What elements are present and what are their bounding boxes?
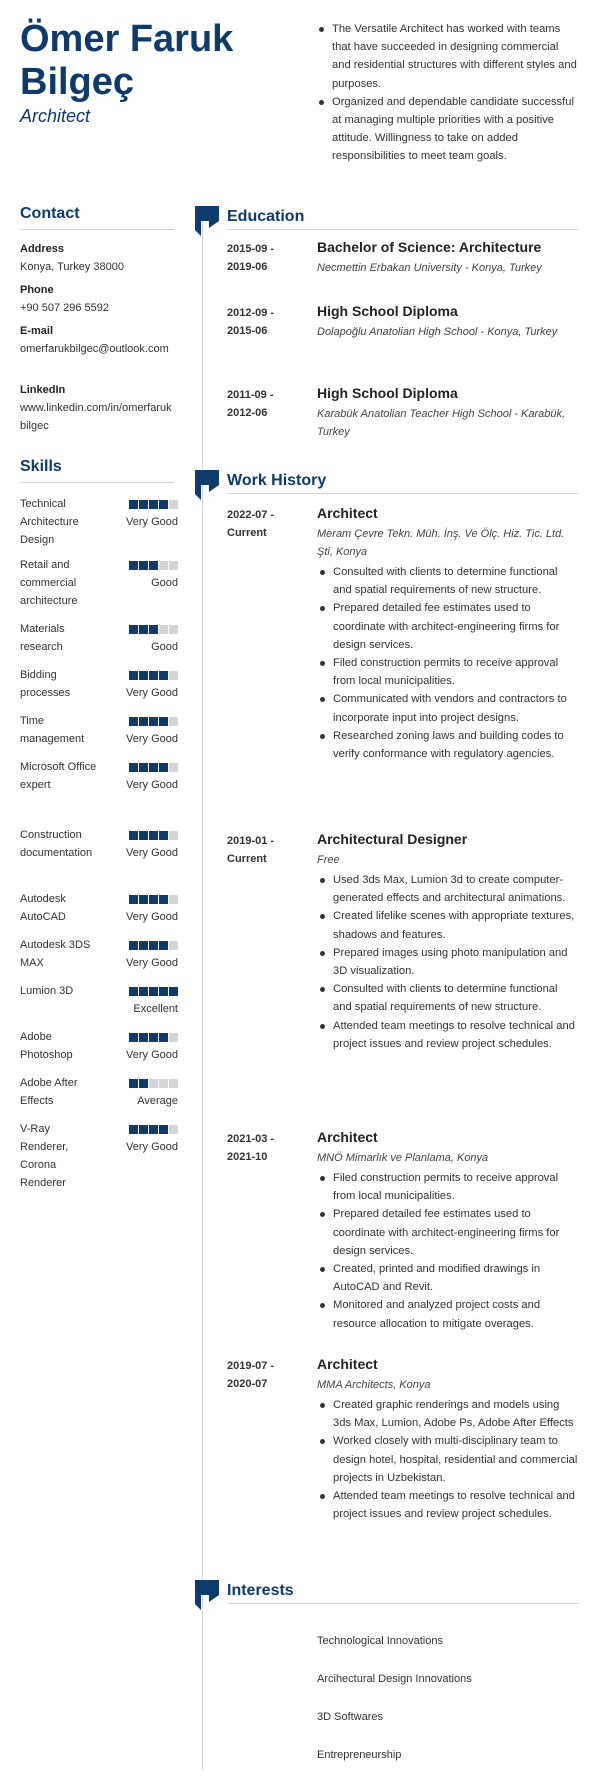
rating-segment	[169, 1125, 178, 1134]
entry-dates	[227, 386, 307, 422]
entry-bullet: Created graphic renderings and models using 3ds Max, Lumion, Adobe Ps, Adobe After Effects	[317, 1396, 579, 1432]
candidate-name: Ömer Faruk Bilgeç	[20, 18, 234, 103]
skill-row	[20, 826, 178, 886]
rating-segment	[159, 763, 168, 772]
entry-bullet: Used 3ds Max, Lumion 3d to create computer-generated effects and architectural animations.	[317, 871, 579, 907]
rating-segment	[129, 1125, 138, 1134]
contact-value: Konya, Turkey 38000	[20, 261, 124, 273]
contact-value[interactable]: omerfarukbilgec@outlook.com	[20, 343, 169, 355]
skill-name: Technical Architecture Design	[20, 498, 79, 546]
entry-bullet: Created, printed and modified drawings in AutoCAD and Revit.	[317, 1260, 579, 1296]
skill-level: Very Good	[126, 687, 178, 699]
entry-organization: MNÖ Mimarlık ve Planlama, Konya	[317, 1152, 489, 1164]
rating-segment	[149, 987, 158, 996]
rating-segment	[139, 1033, 148, 1042]
skill-name: Microsoft Office expert	[20, 761, 97, 791]
skill-rating-bar	[129, 987, 178, 996]
rating-segment	[169, 763, 178, 772]
rating-segment	[149, 1033, 158, 1042]
entry-body	[317, 830, 579, 1053]
skill-name: Time management	[20, 715, 85, 745]
entry-bullets	[317, 871, 579, 1053]
entry-bullet: Consulted with clients to determine functional and spatial requirements of new structure.	[317, 980, 579, 1016]
entry-organization: Free	[317, 854, 340, 866]
skill-name: Adobe Photoshop	[20, 1031, 73, 1061]
flag-icon	[195, 1580, 219, 1610]
entry-bullet: Filed construction permits to receive approval from local municipalities.	[317, 654, 579, 690]
rating-segment	[169, 1079, 178, 1088]
rating-segment	[159, 831, 168, 840]
work-section-header	[195, 470, 579, 500]
entry-dates	[227, 506, 307, 542]
rating-segment	[149, 895, 158, 904]
entry-bullet: Prepared detailed fee estimates used to coordinate with architect-engineering firms for design services.	[317, 599, 579, 654]
skill-level: Excellent	[133, 1003, 178, 1015]
rating-segment	[139, 625, 148, 634]
skill-level: Good	[151, 641, 178, 653]
rating-segment	[159, 895, 168, 904]
entry-body	[317, 302, 579, 341]
entry-title: Architect	[317, 1129, 378, 1145]
skill-level: Very Good	[126, 733, 178, 745]
contact-value: +90 507 296 5592	[20, 302, 110, 314]
entry-dates	[227, 832, 307, 868]
rating-segment	[159, 987, 168, 996]
rating-segment	[159, 625, 168, 634]
skill-level: Very Good	[126, 516, 178, 528]
rating-segment	[139, 671, 148, 680]
rating-segment	[169, 671, 178, 680]
skill-name: Autodesk 3DS MAX	[20, 939, 91, 969]
rating-segment	[169, 561, 178, 570]
skill-level: Very Good	[126, 957, 178, 969]
rating-segment	[149, 671, 158, 680]
summary-list	[316, 20, 578, 166]
entry-bullet: Attended team meetings to resolve technical and project issues and review project schedules.	[317, 1017, 579, 1053]
rating-segment	[149, 561, 158, 570]
rating-segment	[139, 1125, 148, 1134]
entry-body	[317, 1355, 579, 1523]
contact-address	[20, 240, 176, 276]
entry-bullet: Worked closely with multi-disciplinary team to design hotel, hospital, residential and commercial projects in Uzbekistan.	[317, 1432, 579, 1487]
entry-bullet: Monitored and analyzed project costs and resource allocation to mitigate overages.	[317, 1296, 579, 1332]
rating-segment	[139, 561, 148, 570]
section-rule	[227, 1603, 579, 1604]
candidate-role: Architect	[20, 106, 91, 126]
entry-body	[317, 504, 579, 763]
rating-segment	[159, 1033, 168, 1042]
skill-level: Average	[137, 1095, 178, 1107]
education-section-header	[195, 206, 579, 236]
skill-rating-bar	[129, 1125, 178, 1134]
contact-label: Phone	[20, 284, 54, 296]
rating-segment	[139, 500, 148, 509]
entry-end-date: 2019-06	[227, 261, 268, 273]
timeline-line	[202, 214, 203, 1770]
rating-segment	[129, 1079, 138, 1088]
entry-body	[317, 384, 579, 441]
contact-value[interactable]: www.linkedin.com/in/omerfarukbilgec	[20, 402, 172, 432]
flag-icon	[195, 206, 219, 236]
skill-name: V-Ray Renderer, Corona Renderer	[20, 1123, 69, 1189]
summary-item: Organized and dependable candidate successful at managing multiple priorities with a positive attitude. Willingness to take on added responsibilities to meet team goals.	[316, 93, 578, 166]
entry-organization: Karabük Anatolian Teacher High School - Karabük, Turkey	[317, 408, 566, 438]
rating-segment	[149, 763, 158, 772]
rating-segment	[149, 831, 158, 840]
entry-title: Architect	[317, 505, 378, 521]
skill-rating-bar	[129, 1033, 178, 1042]
rating-segment	[159, 1079, 168, 1088]
rating-segment	[169, 941, 178, 950]
entry-bullets	[317, 563, 579, 763]
rating-segment	[129, 671, 138, 680]
interest-item: Technological Innovations	[317, 1635, 443, 1647]
skill-name: Lumion 3D	[20, 985, 74, 997]
rating-segment	[149, 1125, 158, 1134]
entry-dates	[227, 1357, 307, 1393]
skill-row	[20, 1120, 178, 1189]
skill-rating-bar	[129, 895, 178, 904]
skill-level: Very Good	[126, 1141, 178, 1153]
rating-segment	[159, 1125, 168, 1134]
rating-segment	[139, 1079, 148, 1088]
entry-title: High School Diploma	[317, 385, 458, 401]
rating-segment	[139, 895, 148, 904]
interest-item: Arcihectural Design Innovations	[317, 1673, 472, 1685]
rating-segment	[169, 717, 178, 726]
skill-level: Very Good	[126, 1049, 178, 1061]
entry-end-date: 2021-10	[227, 1151, 268, 1163]
contact-email	[20, 322, 176, 358]
entry-end-date: Current	[227, 527, 267, 539]
skill-rating-bar	[129, 763, 178, 772]
rating-segment	[169, 831, 178, 840]
rating-segment	[159, 941, 168, 950]
entry-title: Architect	[317, 1356, 378, 1372]
skill-row	[20, 495, 178, 555]
work-heading: Work History	[227, 472, 327, 489]
rating-segment	[129, 561, 138, 570]
entry-dates	[227, 1130, 307, 1166]
entry-title: Architectural Designer	[317, 831, 468, 847]
rating-segment	[129, 763, 138, 772]
contact-heading: Contact	[20, 205, 174, 230]
entry-dates	[227, 304, 307, 340]
rating-segment	[159, 500, 168, 509]
skill-name: Adobe After Effects	[20, 1077, 78, 1107]
rating-segment	[169, 1033, 178, 1042]
entry-start-date: 2015-09 -	[227, 243, 275, 255]
rating-segment	[129, 717, 138, 726]
entry-end-date: Current	[227, 853, 267, 865]
rating-segment	[159, 561, 168, 570]
skill-name: Construction documentation	[20, 829, 93, 859]
skill-row	[20, 556, 178, 616]
skill-rating-bar	[129, 500, 178, 509]
skill-level: Very Good	[126, 779, 178, 791]
entry-bullet: Prepared detailed fee estimates used to coordinate with architect-engineering firms for design services.	[317, 1205, 579, 1260]
rating-segment	[129, 625, 138, 634]
rating-segment	[139, 831, 148, 840]
education-heading: Education	[227, 208, 305, 225]
rating-segment	[129, 895, 138, 904]
entry-body	[317, 1128, 579, 1333]
entry-start-date: 2019-01 -	[227, 835, 275, 847]
entry-bullet: Prepared images using photo manipulation and 3D visualization.	[317, 944, 579, 980]
skill-rating-bar	[129, 717, 178, 726]
entry-bullet: Consulted with clients to determine functional and spatial requirements of new structure.	[317, 563, 579, 599]
entry-start-date: 2011-09 -	[227, 389, 274, 401]
skill-rating-bar	[129, 941, 178, 950]
entry-title: Bachelor of Science: Architecture	[317, 239, 542, 255]
entry-start-date: 2022-07 -	[227, 509, 275, 521]
skill-level: Very Good	[126, 847, 178, 859]
entry-organization: Meram Çevre Tekn. Müh. İnş. Ve Ölç. Hiz. Tic. Ltd. Şti, Konya	[317, 528, 565, 558]
entry-end-date: 2015-06	[227, 325, 268, 337]
skill-level: Good	[151, 577, 178, 589]
rating-segment	[139, 987, 148, 996]
entry-title: High School Diploma	[317, 303, 458, 319]
entry-end-date: 2012-06	[227, 407, 268, 419]
entry-bullet: Filed construction permits to receive approval from local municipalities.	[317, 1169, 579, 1205]
entry-organization: Necmettin Erbakan University - Konya, Turkey	[317, 262, 542, 274]
entry-bullet: Attended team meetings to resolve technical and project issues and review project schedules.	[317, 1487, 579, 1523]
rating-segment	[169, 625, 178, 634]
skills-heading: Skills	[20, 458, 174, 483]
rating-segment	[149, 1079, 158, 1088]
rating-segment	[129, 987, 138, 996]
rating-segment	[159, 671, 168, 680]
rating-segment	[169, 500, 178, 509]
contact-linkedin	[20, 381, 176, 435]
skill-rating-bar	[129, 1079, 178, 1088]
entry-start-date: 2021-03 -	[227, 1133, 275, 1145]
rating-segment	[139, 941, 148, 950]
contact-label: LinkedIn	[20, 384, 66, 396]
rating-segment	[139, 717, 148, 726]
interest-item: Entrepreneurship	[317, 1749, 402, 1761]
entry-bullet: Communicated with vendors and contractors to incorporate input into project designs.	[317, 690, 579, 726]
skill-rating-bar	[129, 625, 178, 634]
entry-dates	[227, 240, 307, 276]
skill-row	[20, 758, 178, 818]
interests-heading: Interests	[227, 1582, 294, 1599]
interest-item: 3D Softwares	[317, 1711, 384, 1723]
skill-rating-bar	[129, 831, 178, 840]
contact-label: Address	[20, 243, 65, 255]
rating-segment	[129, 500, 138, 509]
skill-name: Materials research	[20, 623, 65, 653]
rating-segment	[149, 500, 158, 509]
skill-name: Bidding processes	[20, 669, 71, 699]
entry-bullet: Created lifelike scenes with appropriate textures, shadows and features.	[317, 907, 579, 943]
rating-segment	[129, 941, 138, 950]
contact-label: E-mail	[20, 325, 54, 337]
skill-rating-bar	[129, 561, 178, 570]
contact-phone	[20, 281, 176, 317]
entry-bullets	[317, 1396, 579, 1523]
skill-name: Retail and commercial architecture	[20, 559, 78, 607]
entry-bullets	[317, 1169, 579, 1333]
rating-segment	[139, 763, 148, 772]
rating-segment	[169, 895, 178, 904]
entry-bullet: Researched zoning laws and building codes to verify conformance with regulatory agencies.	[317, 727, 579, 763]
rating-segment	[129, 1033, 138, 1042]
rating-segment	[149, 717, 158, 726]
entry-start-date: 2012-09 -	[227, 307, 275, 319]
rating-segment	[159, 717, 168, 726]
rating-segment	[169, 987, 178, 996]
interests-section-header	[195, 1580, 579, 1610]
skill-level: Very Good	[126, 911, 178, 923]
rating-segment	[149, 625, 158, 634]
summary-item: The Versatile Architect has worked with teams that have succeeded in designing commercial and residential structures with different styles and purposes.	[316, 20, 578, 93]
flag-icon	[195, 470, 219, 500]
entry-start-date: 2019-07 -	[227, 1360, 275, 1372]
entry-organization: Dolapoğlu Anatolian High School - Konya, Turkey	[317, 326, 558, 338]
entry-body	[317, 238, 579, 277]
rating-segment	[149, 941, 158, 950]
rating-segment	[129, 831, 138, 840]
entry-end-date: 2020-07	[227, 1378, 268, 1390]
entry-organization: MMA Architects, Konya	[317, 1379, 431, 1391]
section-rule	[227, 493, 579, 494]
skill-rating-bar	[129, 671, 178, 680]
skill-name: Autodesk AutoCAD	[20, 893, 66, 923]
section-rule	[227, 229, 579, 230]
